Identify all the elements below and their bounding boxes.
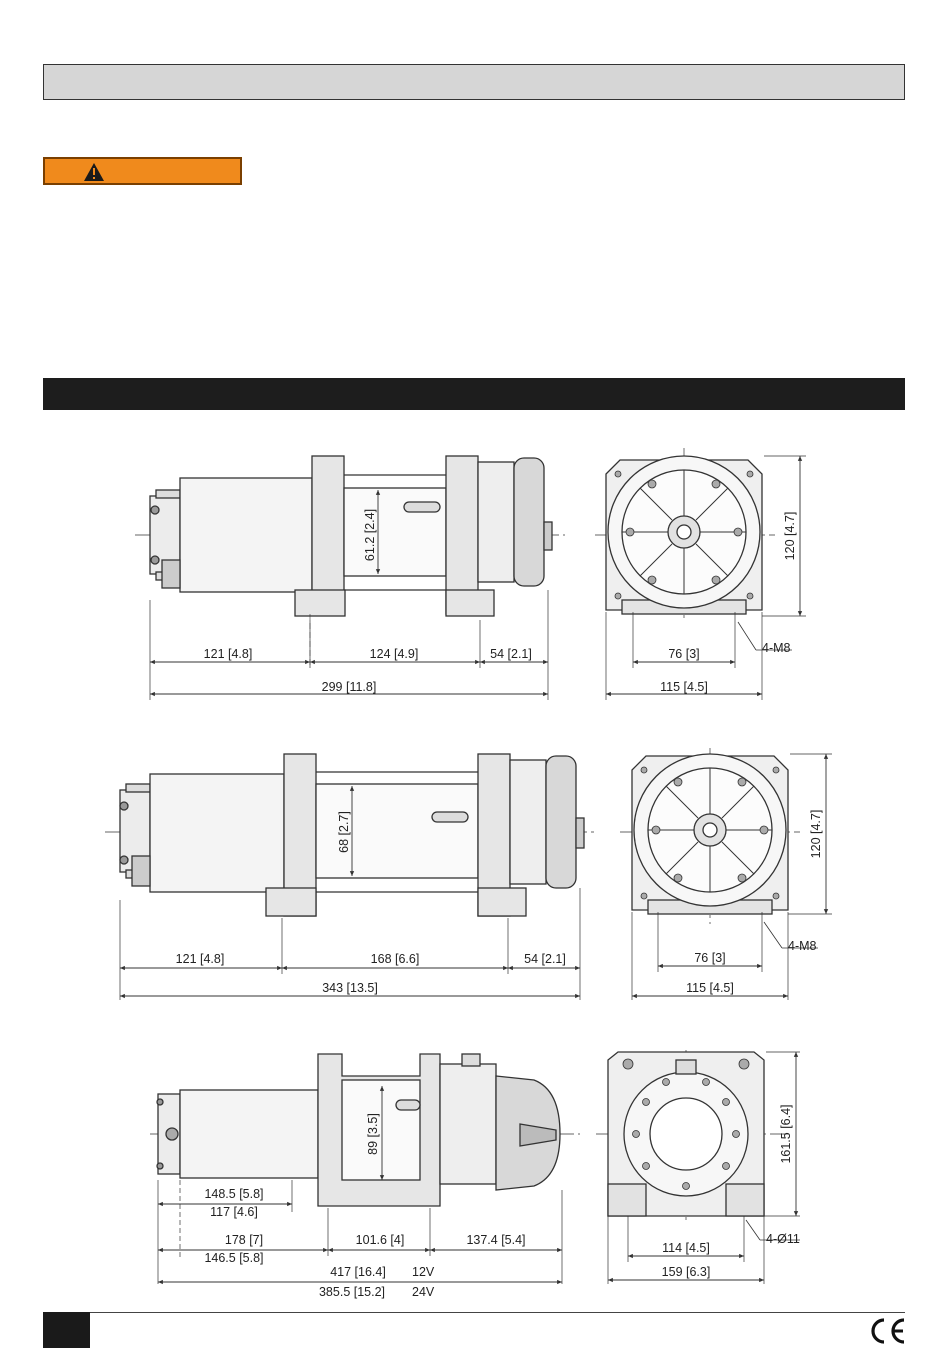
drawing-1-side xyxy=(595,448,806,700)
d2-height-label: 68 [2.7] xyxy=(337,811,351,853)
d1-total: 299 [11.8] xyxy=(321,680,377,694)
d2-dim-3: 54 [2.1] xyxy=(524,952,566,966)
d3-voltage-24: 24V xyxy=(412,1285,435,1299)
d2-dim-2: 168 [6.6] xyxy=(370,952,420,966)
drawing-2-side xyxy=(620,748,832,1000)
d2-bolt-callout: 4-M8 xyxy=(788,939,817,953)
d3-side-bolt-spacing: 114 [4.5] xyxy=(662,1241,710,1255)
d1-bolt-callout: 4-M8 xyxy=(762,641,791,655)
d3-bolt-callout: 4-Ø11 xyxy=(766,1232,800,1246)
d3-mid: 101.6 [4] xyxy=(355,1233,405,1247)
d3-total-24v: 385.5 [15.2] xyxy=(318,1285,386,1299)
d3-height-label: 89 [3.5] xyxy=(366,1113,380,1155)
d1-height-label: 61.2 [2.4] xyxy=(363,508,377,562)
d3-left-24v: 146.5 [5.8] xyxy=(204,1251,264,1265)
d1-dim-2: 124 [4.9] xyxy=(369,647,419,661)
d1-side-height: 120 [4.7] xyxy=(783,511,797,561)
d1-dim-1: 121 [4.8] xyxy=(203,647,253,661)
d2-side-width: 115 [4.5] xyxy=(686,981,734,995)
d3-side-width: 159 [6.3] xyxy=(661,1265,711,1279)
d2-side-height: 120 [4.7] xyxy=(809,809,823,859)
d1-side-bolt-spacing: 76 [3] xyxy=(668,647,700,661)
d3-total-12v: 417 [16.4] xyxy=(330,1265,386,1279)
d3-side-height: 161.5 [6.4] xyxy=(779,1104,793,1164)
ce-mark-icon xyxy=(866,1316,908,1346)
d3-voltage-12: 12V xyxy=(412,1265,435,1279)
page-number-box xyxy=(43,1312,90,1348)
d1-dim-3: 54 [2.1] xyxy=(490,647,532,661)
d3-motor-len-24v: 117 [4.6] xyxy=(210,1205,258,1219)
footer-rule xyxy=(90,1312,905,1313)
drawing-3-front xyxy=(150,1054,580,1284)
d2-side-bolt-spacing: 76 [3] xyxy=(694,951,726,965)
d3-right: 137.4 [5.4] xyxy=(466,1233,526,1247)
d2-dim-1: 121 [4.8] xyxy=(175,952,225,966)
d1-side-width: 115 [4.5] xyxy=(660,680,708,694)
d3-motor-len-12v: 148.5 [5.8] xyxy=(204,1187,264,1201)
d3-left-12v: 178 [7] xyxy=(224,1233,264,1247)
drawing-1-front xyxy=(135,456,565,700)
d2-total: 343 [13.5] xyxy=(322,981,378,995)
